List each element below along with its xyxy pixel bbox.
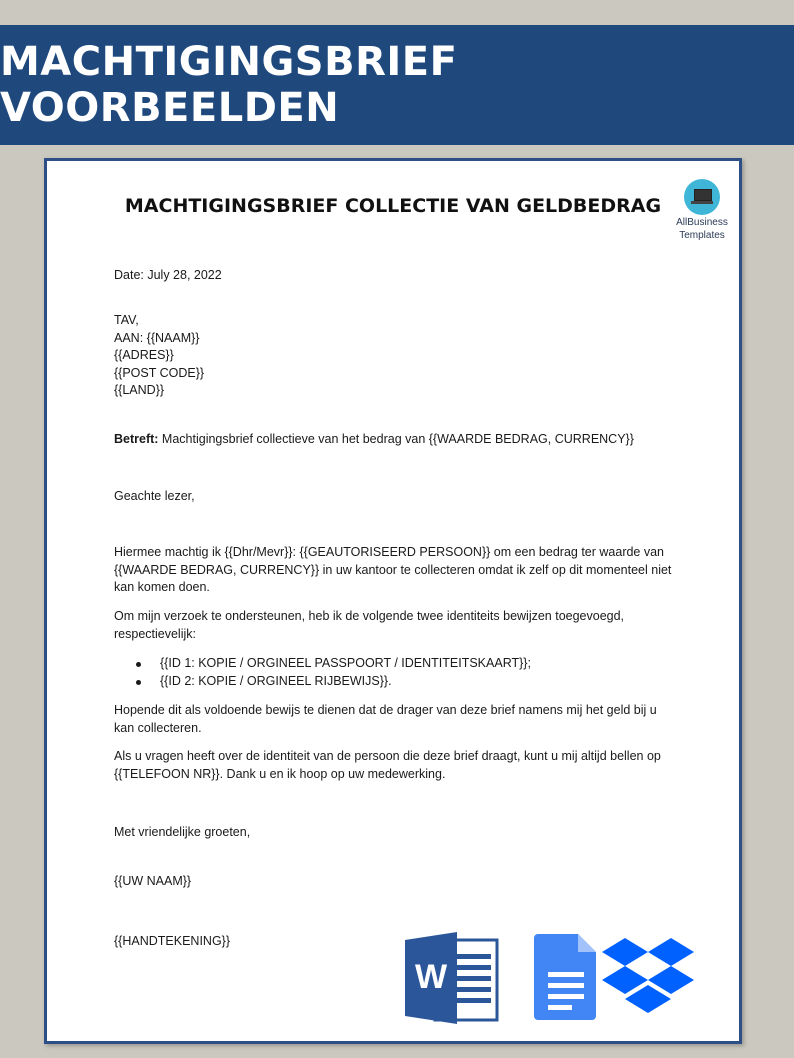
address-line: TAV, [114, 313, 139, 327]
document-title: MACHTIGINGSBRIEF COLLECTIE VAN GELDBEDRAG [124, 195, 662, 217]
allbusiness-logo [667, 179, 737, 241]
app-icons [405, 932, 725, 1024]
header-banner [0, 25, 794, 145]
svg-text:W: W [414, 958, 448, 996]
sender-name: {{UW NAAM}} [114, 874, 192, 888]
signature-placeholder: {{HANDTEKENING}} [114, 934, 231, 948]
letter-date: Date: July 28, 2022 [114, 268, 222, 282]
laptop-icon [684, 179, 720, 215]
paragraph-1: Hiermee machtig ik {{Dhr/Mevr}}: {{GEAUTORISEERD PERSOON}} om een bedrag ter waarde van {{WAARDE BEDRAG, CURRENCY}} in uw kantoor te collecteren omdat ik zelf op dit momenteel niet kan komen doen. [114, 545, 672, 594]
address-line: {{POST CODE}} [114, 365, 205, 380]
banner-title: MACHTIGINGSBRIEF VOORBEELDEN [0, 39, 458, 131]
address-line: {{LAND}} [114, 383, 165, 397]
address-block [114, 312, 704, 400]
logo-text-line2: Templates [679, 230, 725, 241]
subject-text: Machtigingsbrief collectieve van het bedrag van {{WAARDE BEDRAG, CURRENCY}} [158, 432, 634, 446]
address-line: {{ADRES}} [114, 348, 174, 362]
subject-label: Betreft: [114, 432, 159, 446]
paragraph-2: Om mijn verzoek te ondersteunen, heb ik de volgende twee identiteits bewijzen toegevoegd, respectievelijk: [114, 609, 625, 641]
list-item: {{ID 1: KOPIE / ORGINEEL PASSPOORT / IDENTITEITSKAART}}; [114, 655, 704, 673]
word-icon[interactable] [405, 932, 497, 1024]
list-item: {{ID 2: KOPIE / ORGINEEL RIJBEWIJS}}. [114, 673, 704, 691]
paragraph-3: Hopende dit als voldoende bewijs te dienen dat de drager van deze brief namens mij het geld bij u kan collecteren. [114, 703, 657, 735]
closing: Met vriendelijke groeten, [114, 825, 251, 839]
address-line: AAN: {{NAAM}} [114, 330, 200, 345]
id-list [114, 655, 704, 690]
paragraph-4: Als u vragen heeft over de identiteit van de persoon die deze brief draagt, kunt u mij altijd bellen op {{TELEFOON NR}}. Dank u en ik hoop op uw medewerking. [114, 749, 661, 781]
salutation: Geachte lezer, [114, 489, 195, 503]
subject-line [114, 431, 704, 449]
dropbox-icon[interactable] [602, 938, 694, 1013]
google-docs-icon[interactable] [534, 934, 596, 1020]
document-preview[interactable] [44, 158, 742, 1044]
logo-text-line1: AllBusiness [676, 217, 728, 228]
